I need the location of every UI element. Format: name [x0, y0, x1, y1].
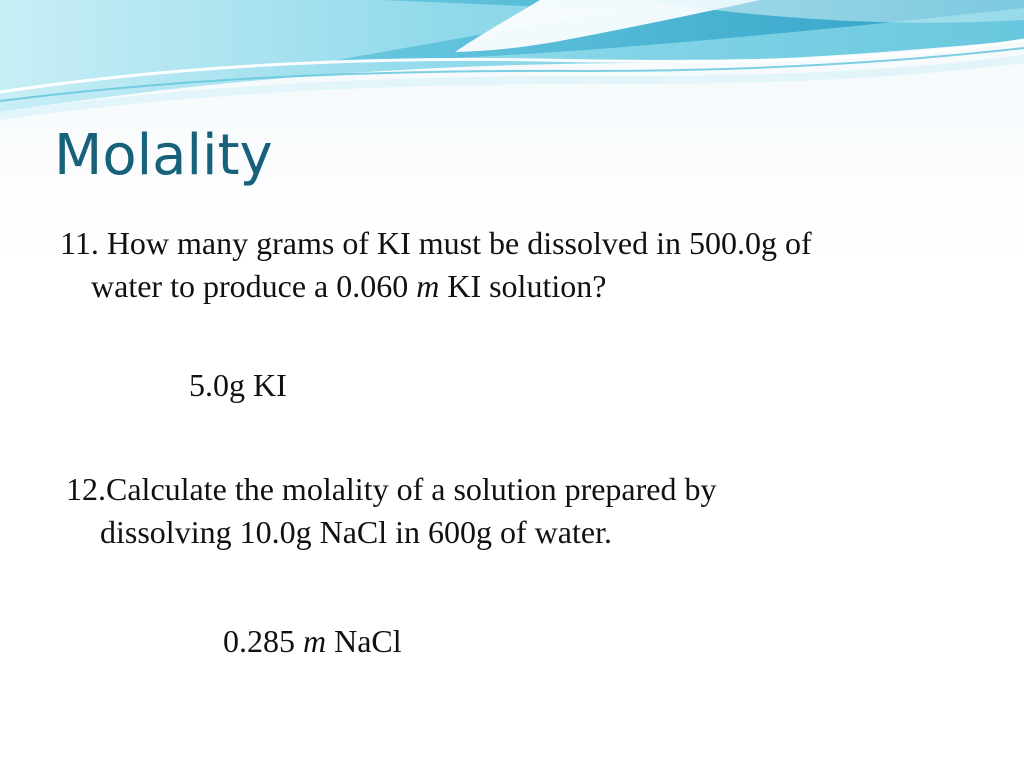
question-12: [66, 468, 986, 554]
question-11: [60, 222, 980, 308]
question-11-line-2-after-unit: KI solution?: [447, 268, 607, 304]
question-11-number: 11.: [60, 225, 99, 261]
slide-title: Molality: [54, 123, 273, 188]
question-11-molality-unit: m: [416, 268, 440, 304]
answer-12: [223, 620, 402, 663]
answer-12-value: 0.285: [223, 623, 295, 659]
wave-header-graphic: [0, 0, 1024, 130]
question-11-line-1: [60, 222, 980, 265]
question-11-line-2-before-unit: water to produce a 0.060: [91, 268, 409, 304]
question-11-line-2: [60, 265, 980, 308]
question-12-line-1: [66, 468, 986, 511]
answer-11: 5.0g KI: [189, 367, 287, 403]
question-12-number: 12.: [66, 471, 106, 507]
question-11-line-1-text: How many grams of KI must be dissolved in 500.0g of: [106, 225, 812, 261]
answer-12-molality-unit: m: [303, 623, 327, 659]
answer-12-substance: NaCl: [334, 623, 402, 659]
question-12-line-1-text: Calculate the molality of a solution prepared by: [106, 471, 717, 507]
question-12-line-2: dissolving 10.0g NaCl in 600g of water.: [100, 514, 612, 550]
